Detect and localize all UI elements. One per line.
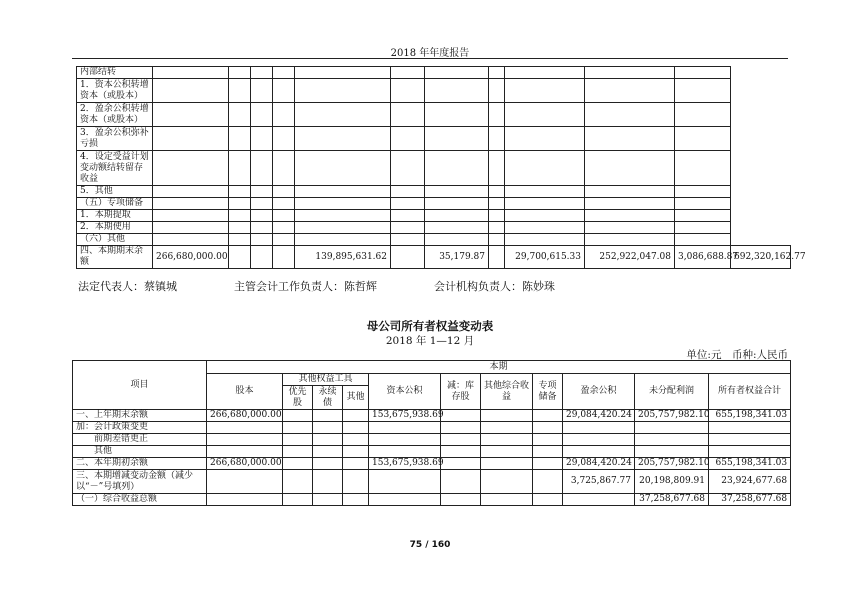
table-cell: [533, 434, 563, 446]
table-cell: [391, 67, 425, 79]
table-cell: [229, 67, 251, 79]
col-head-undistributed: 未分配利润: [635, 374, 709, 410]
table-cell: [283, 470, 313, 494]
table-cell: [283, 410, 313, 422]
table-cell: [585, 151, 675, 186]
table-cell: [489, 234, 505, 246]
col-head-current: 本期: [207, 361, 791, 374]
table-cell: [273, 186, 295, 198]
table-cell: [391, 246, 425, 269]
table-cell: [153, 210, 229, 222]
table-cell: [229, 186, 251, 198]
header-rule: [72, 58, 788, 59]
table-cell: [425, 67, 489, 79]
table-cell: [295, 210, 391, 222]
table-cell: [229, 210, 251, 222]
table-cell: [481, 494, 533, 506]
table-cell: [251, 234, 273, 246]
table-period: 2018 年 1—12 月: [385, 335, 475, 347]
accounting-head: 主管会计工作负责人：陈哲辉: [234, 280, 377, 293]
table-cell: 692,320,162.77: [731, 246, 791, 269]
table-cell: 266,680,000.00: [207, 410, 283, 422]
row-label: （一）综合收益总额: [73, 494, 207, 506]
table-cell: [229, 103, 251, 127]
table-cell: [229, 79, 251, 103]
table-cell: [635, 422, 709, 434]
table-cell: [229, 151, 251, 186]
table-cell: 29,084,420.24: [563, 458, 635, 470]
table-cell: [585, 222, 675, 234]
table-cell: [343, 422, 369, 434]
table-cell: [489, 103, 505, 127]
table-cell: 655,198,341.03: [709, 458, 791, 470]
table-cell: [295, 222, 391, 234]
row-label: 2．盈余公积转增资本（或股本）: [77, 103, 153, 127]
currency-unit: 单位:元 币种:人民币: [686, 349, 788, 361]
table-cell: [251, 67, 273, 79]
table-cell: [273, 127, 295, 151]
table-cell: [153, 186, 229, 198]
table-cell: 37,258,677.68: [709, 494, 791, 506]
table-cell: [229, 246, 251, 269]
table-cell: 655,198,341.03: [709, 410, 791, 422]
row-label: 二、本年期初余额: [73, 458, 207, 470]
table-cell: [505, 79, 585, 103]
table-cell: [391, 198, 425, 210]
table-cell: [563, 446, 635, 458]
table-cell: [505, 127, 585, 151]
table-row: [73, 434, 791, 446]
table-cell: [425, 127, 489, 151]
table-cell: [391, 222, 425, 234]
table-row: [77, 127, 791, 151]
table-cell: [295, 234, 391, 246]
table-cell: 266,680,000.00: [153, 246, 229, 269]
table-cell: [295, 67, 391, 79]
row-label: 4．设定受益计划变动额结转留存收益: [77, 151, 153, 186]
table-cell: [425, 79, 489, 103]
table-cell: 153,675,938.69: [369, 458, 441, 470]
table-cell: [425, 198, 489, 210]
accounting-org-head: 会计机构负责人：陈妙珠: [434, 280, 555, 293]
table-cell: [313, 410, 343, 422]
table-cell: [481, 410, 533, 422]
row-label: （五）专项储备: [77, 198, 153, 210]
table-cell: [489, 79, 505, 103]
table-cell: [313, 422, 343, 434]
table-cell: [343, 494, 369, 506]
table-cell: [273, 79, 295, 103]
table-cell: [369, 494, 441, 506]
col-head-special-reserve: 专项储备: [533, 374, 563, 410]
table-cell: [273, 67, 295, 79]
table-cell: [425, 222, 489, 234]
row-label: 四、本期期末余额: [77, 246, 153, 269]
table-cell: [391, 234, 425, 246]
table-cell: [585, 79, 675, 103]
table-cell: [533, 494, 563, 506]
table-cell: [505, 222, 585, 234]
table-cell: [441, 446, 481, 458]
table-cell: [709, 422, 791, 434]
table-cell: [533, 470, 563, 494]
table-cell: [229, 127, 251, 151]
table-cell: [481, 446, 533, 458]
table-cell: 139,895,631.62: [295, 246, 391, 269]
table-cell: [251, 151, 273, 186]
row-label: 其他: [73, 446, 207, 458]
table-row: [77, 79, 791, 103]
table-cell: [273, 103, 295, 127]
table-cell: [585, 103, 675, 127]
table-cell: [207, 470, 283, 494]
table-row: [77, 198, 791, 210]
row-label: 加：会计政策变更: [73, 422, 207, 434]
table-cell: [585, 67, 675, 79]
table-cell: [153, 198, 229, 210]
table-cell: [585, 210, 675, 222]
table-row: [77, 246, 791, 269]
table-cell: [153, 103, 229, 127]
table-cell: [391, 127, 425, 151]
table-cell: [283, 458, 313, 470]
table-cell: [313, 494, 343, 506]
table-cell: [675, 67, 731, 79]
table-cell: [273, 246, 295, 269]
col-head-perpetual: 永续债: [313, 386, 343, 410]
table-cell: [313, 434, 343, 446]
row-label: 3．盈余公积弥补亏损: [77, 127, 153, 151]
table-cell: [273, 234, 295, 246]
table-cell: [207, 434, 283, 446]
table-row: [73, 410, 791, 422]
table-cell: 266,680,000.00: [207, 458, 283, 470]
row-label: 5．其他: [77, 186, 153, 198]
table-cell: [313, 446, 343, 458]
equity-change-table-continued: [76, 66, 806, 269]
table-cell: [295, 186, 391, 198]
row-label: 三、本期增减变动金额（减少以“－”号填列）: [73, 470, 207, 494]
table-cell: [273, 198, 295, 210]
row-label: （六）其他: [77, 234, 153, 246]
table-cell: [391, 186, 425, 198]
table-cell: [675, 103, 731, 127]
table-cell: [283, 422, 313, 434]
table-cell: [251, 127, 273, 151]
col-head-item: 项目: [73, 361, 207, 410]
table-row: [77, 103, 791, 127]
table-cell: [369, 422, 441, 434]
table-cell: [369, 434, 441, 446]
table-cell: [251, 246, 273, 269]
table-cell: [441, 470, 481, 494]
table-cell: [489, 198, 505, 210]
table-cell: [207, 494, 283, 506]
table-cell: [675, 186, 731, 198]
table-cell: [425, 103, 489, 127]
table-cell: [505, 67, 585, 79]
table-cell: [563, 434, 635, 446]
table-cell: [585, 234, 675, 246]
row-label: 前期差错更正: [73, 434, 207, 446]
table-cell: 29,084,420.24: [563, 410, 635, 422]
table-cell: 205,757,982.10: [635, 458, 709, 470]
table-row: [77, 67, 791, 79]
table-cell: [153, 151, 229, 186]
col-head-oci: 其他综合收益: [481, 374, 533, 410]
table-cell: [533, 446, 563, 458]
row-label: 2．本期使用: [77, 222, 153, 234]
table-title: 母公司所有者权益变动表: [366, 319, 494, 333]
table-row: [77, 210, 791, 222]
table-cell: [563, 494, 635, 506]
table-cell: [505, 186, 585, 198]
table-cell: 29,700,615.33: [505, 246, 585, 269]
table-cell: [295, 127, 391, 151]
table-row: [73, 494, 791, 506]
report-header-title: 2018 年年度报告: [390, 48, 470, 59]
table-cell: [295, 103, 391, 127]
table-cell: [295, 198, 391, 210]
row-label: 1．资本公积转增资本（或股本）: [77, 79, 153, 103]
table-cell: [425, 186, 489, 198]
table-cell: [251, 79, 273, 103]
col-head-total: 所有者权益合计: [709, 374, 791, 410]
table-cell: [283, 494, 313, 506]
table-cell: [635, 446, 709, 458]
table-cell: [441, 434, 481, 446]
table-row: [77, 234, 791, 246]
table-cell: [295, 151, 391, 186]
table-cell: [251, 222, 273, 234]
table-cell: [295, 79, 391, 103]
parent-equity-change-table: [72, 360, 791, 506]
col-head-other-equity: 其他权益工具: [283, 374, 369, 386]
table-cell: [283, 446, 313, 458]
table-cell: [207, 446, 283, 458]
table-cell: [251, 198, 273, 210]
table-cell: [489, 186, 505, 198]
table-row: [73, 470, 791, 494]
table-cell: [675, 127, 731, 151]
table-cell: [283, 434, 313, 446]
table-cell: [709, 434, 791, 446]
table-cell: [533, 410, 563, 422]
table-cell: [343, 434, 369, 446]
table-cell: [505, 151, 585, 186]
table-cell: [441, 494, 481, 506]
table-cell: 3,725,867.77: [563, 470, 635, 494]
table-cell: [533, 422, 563, 434]
table-cell: [343, 446, 369, 458]
table-cell: [153, 222, 229, 234]
row-label: 内部结转: [77, 67, 153, 79]
table-row: [73, 446, 791, 458]
table-cell: [481, 422, 533, 434]
table-cell: [313, 470, 343, 494]
table-cell: 20,198,809.91: [635, 470, 709, 494]
table-cell: [391, 79, 425, 103]
table-cell: [585, 198, 675, 210]
table-cell: [489, 151, 505, 186]
table-cell: 153,675,938.69: [369, 410, 441, 422]
table-cell: [229, 198, 251, 210]
table-cell: [425, 234, 489, 246]
table-row: [77, 186, 791, 198]
table-cell: [229, 234, 251, 246]
table-cell: [675, 198, 731, 210]
table-cell: [585, 186, 675, 198]
table-cell: [153, 79, 229, 103]
table-cell: [489, 67, 505, 79]
col-head-surplus-reserve: 盈余公积: [563, 374, 635, 410]
table-row: [73, 422, 791, 434]
table-cell: [251, 210, 273, 222]
table-cell: [481, 458, 533, 470]
table-cell: [251, 186, 273, 198]
table-cell: 37,258,677.68: [635, 494, 709, 506]
table-cell: [489, 210, 505, 222]
table-cell: 3,086,688.87: [675, 246, 731, 269]
table-cell: [675, 222, 731, 234]
table-cell: [505, 103, 585, 127]
table-cell: 252,922,047.08: [585, 246, 675, 269]
col-head-other: 其他: [343, 386, 369, 410]
page-number: 75 / 160: [409, 540, 451, 550]
table-cell: [505, 198, 585, 210]
table-cell: [441, 458, 481, 470]
table-cell: [229, 222, 251, 234]
table-cell: [675, 151, 731, 186]
table-cell: [313, 458, 343, 470]
table-cell: 35,179.87: [425, 246, 489, 269]
table-cell: [425, 151, 489, 186]
table-cell: [675, 210, 731, 222]
table-cell: [505, 234, 585, 246]
row-label: 一、上年期末余额: [73, 410, 207, 422]
table-cell: [441, 422, 481, 434]
table-cell: [343, 458, 369, 470]
table-cell: [391, 103, 425, 127]
row-label: 1．本期提取: [77, 210, 153, 222]
table-cell: [533, 458, 563, 470]
col-head-preferred: 优先股: [283, 386, 313, 410]
table-cell: 23,924,677.68: [709, 470, 791, 494]
table-cell: [441, 410, 481, 422]
table-cell: [369, 470, 441, 494]
table-cell: [391, 151, 425, 186]
table-cell: [505, 210, 585, 222]
table-cell: [489, 222, 505, 234]
table-cell: [343, 470, 369, 494]
table-cell: [343, 410, 369, 422]
table-row: [73, 458, 791, 470]
table-cell: [153, 67, 229, 79]
table-cell: [391, 210, 425, 222]
table-cell: [425, 210, 489, 222]
table-cell: [273, 151, 295, 186]
table-cell: [369, 446, 441, 458]
table-cell: [675, 234, 731, 246]
table-cell: [481, 470, 533, 494]
col-head-capital-reserve: 资本公积: [369, 374, 441, 410]
table-cell: [207, 422, 283, 434]
col-head-share-capital: 股本: [207, 374, 283, 410]
table-cell: [273, 222, 295, 234]
table-cell: [563, 422, 635, 434]
table-cell: [709, 446, 791, 458]
table-cell: [273, 210, 295, 222]
table-cell: [635, 434, 709, 446]
table-cell: [675, 79, 731, 103]
col-head-treasury: 减：库存股: [441, 374, 481, 410]
table-cell: [153, 127, 229, 151]
table-cell: [153, 234, 229, 246]
table-cell: [489, 127, 505, 151]
table-cell: [489, 246, 505, 269]
table-row: [77, 151, 791, 186]
legal-representative: 法定代表人：蔡镇城: [78, 280, 177, 293]
table-row: [77, 222, 791, 234]
table-cell: [481, 434, 533, 446]
table-cell: [251, 103, 273, 127]
table-cell: 205,757,982.10: [635, 410, 709, 422]
table-cell: [585, 127, 675, 151]
